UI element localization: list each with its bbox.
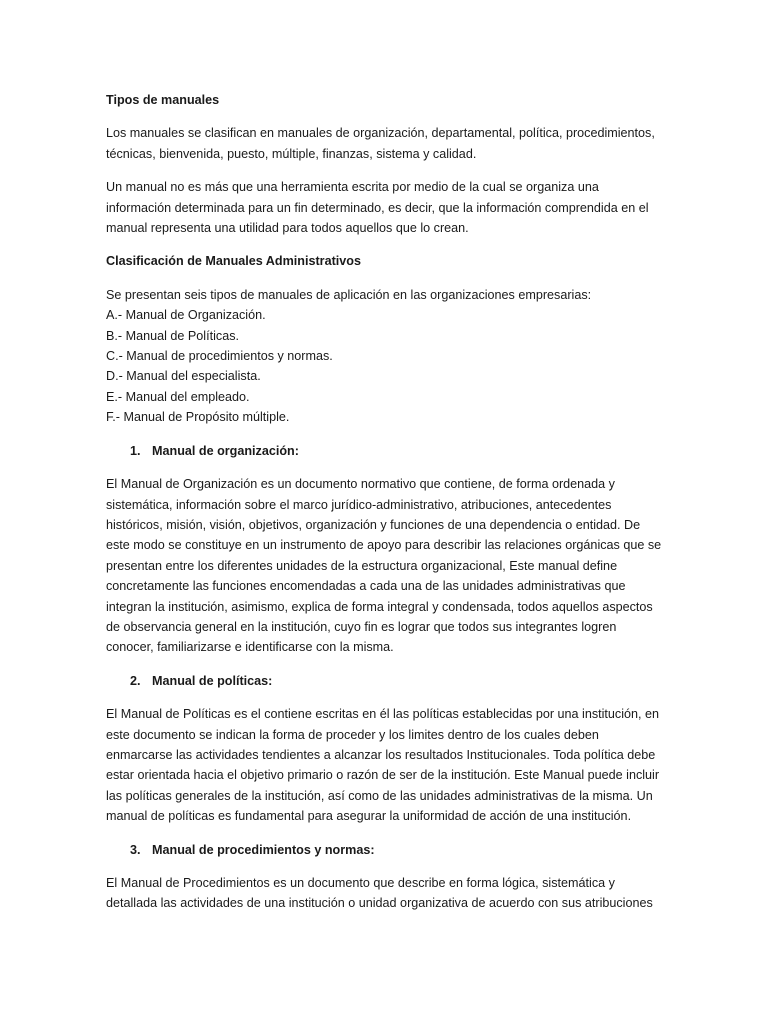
- manual-types-list: [106, 305, 664, 427]
- classification-heading: Clasificación de Manuales Administrativos: [106, 254, 361, 269]
- list-item: A.- Manual de Organización.: [106, 308, 266, 323]
- section-body-procedimientos: El Manual de Procedimientos es un documento que describe en forma lógica, sistemática y detallada las actividades de una institución o unidad organizativa de acuerdo con sus atribuciones: [106, 876, 653, 911]
- section-title: Manual de organización:: [152, 443, 299, 458]
- section-heading-procedimientos: [106, 840, 664, 860]
- section-number: 3.: [130, 842, 141, 857]
- section-title: Manual de políticas:: [152, 673, 273, 688]
- definition-paragraph: Un manual no es más que una herramienta escrita por medio de la cual se organiza una información determinada para un fin determinado, es decir, que la información comprendida en el manual representa una utilidad para todos aquellos que lo crean.: [106, 180, 649, 236]
- list-item: D.- Manual del especialista.: [106, 369, 261, 384]
- list-item: E.- Manual del empleado.: [106, 389, 250, 404]
- section-body-organizacion: El Manual de Organización es un documento normativo que contiene, de forma ordenada y sistemática, información sobre el marco jurídico-administrativo, atribuciones, antecedentes históricos, misión, visión, objetivos, organización y funciones de una dependencia o entidad. De este modo se constituye en un instrumento de apoyo para describir las relaciones orgánicas que se presentan entre los diferentes unidades de la estructura organizacional, Este manual define concretamente las funciones encomendadas a cada una de las unidades administrativas que integran la institución, asimismo, explica de forma integral y condensada, todos aquellos aspectos de observancia general en la institución, cuyo fin es lograr que todos sus integrantes logren conocer, familiarizarse e identificarse con la misma.: [106, 477, 662, 655]
- section-heading-organizacion: [106, 441, 664, 461]
- section-number: 2.: [130, 673, 141, 688]
- list-item: F.- Manual de Propósito múltiple.: [106, 410, 290, 425]
- section-number: 1.: [130, 443, 141, 458]
- section-title: Manual de procedimientos y normas:: [152, 842, 375, 857]
- section-heading-politicas: [106, 671, 664, 691]
- list-item: C.- Manual de procedimientos y normas.: [106, 349, 333, 364]
- document-title: Tipos de manuales: [106, 93, 220, 107]
- section-body-politicas: El Manual de Políticas es el contiene escritas en él las políticas establecidas por una institución, en este documento se indican la forma de proceder y los limites dentro de los cuales deben enmarcarse las actividades tendientes a alcanzar los resultados Institucionales. Toda política debe estar orientada hacia el objetivo primario o razón de ser de la institución. Este Manual puede incluir las políticas generales de la institución, así como de las unidades administrativas de la misma. Un manual de políticas es fundamental para asegurar la uniformidad de acción de una institución.: [106, 707, 660, 824]
- list-item: B.- Manual de Políticas.: [106, 328, 239, 343]
- intro-paragraph: Los manuales se clasifican en manuales de organización, departamental, política, procedimientos, técnicas, bienvenida, puesto, múltiple, finanzas, sistema y calidad.: [106, 126, 655, 161]
- list-intro: Se presentan seis tipos de manuales de aplicación en las organizaciones empresarias:: [106, 287, 592, 302]
